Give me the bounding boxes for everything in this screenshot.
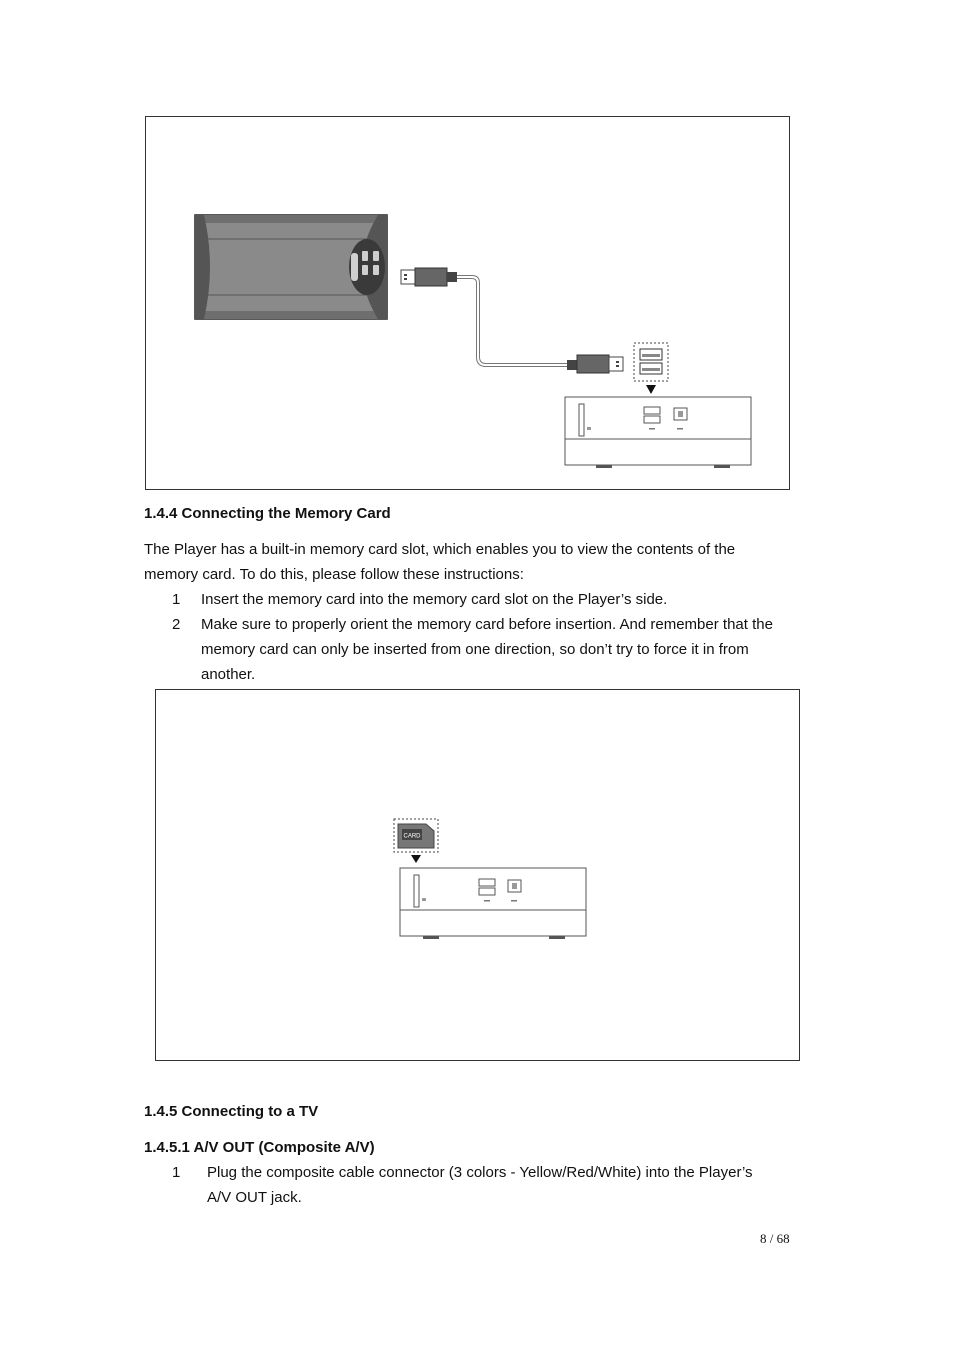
step-number: 2: [172, 616, 181, 633]
memory-card-callout: [394, 819, 438, 863]
memory-card-illustration: [156, 690, 801, 1062]
step-text: another.: [201, 666, 256, 683]
media-player-drawing: [400, 868, 586, 939]
usb-plug-bottom: [567, 355, 623, 373]
intro-paragraph-line-2: memory card. To do this, please follow these instructions:: [144, 566, 524, 583]
step-text: Make sure to properly orient the memory card before insertion. And remember that the: [201, 616, 773, 633]
card-label: CARD: [403, 833, 421, 840]
step-number: 1: [172, 591, 181, 608]
section-heading-1-4-4: 1.4.4 Connecting the Memory Card: [144, 505, 391, 522]
external-hdd-drawing: [195, 215, 387, 319]
step-text: Insert the memory card into the memory card slot on the Player’s side.: [201, 591, 668, 608]
usb-connection-illustration: [146, 117, 791, 491]
section-heading-1-4-5-1: 1.4.5.1 A/V OUT (Composite A/V): [144, 1139, 375, 1156]
step-text: A/V OUT jack.: [207, 1189, 302, 1206]
page-number: 8 / 68: [760, 1231, 790, 1246]
intro-paragraph-line-1: The Player has a built-in memory card slot, which enables you to view the contents of the: [144, 541, 736, 558]
usb-port-callout: [634, 343, 668, 394]
section-heading-1-4-5: 1.4.5 Connecting to a TV: [144, 1103, 319, 1120]
usb-cable: [457, 277, 567, 365]
step-text: Plug the composite cable connector (3 colors - Yellow/Red/White) into the Player’s: [207, 1164, 753, 1181]
step-number: 1: [172, 1164, 181, 1181]
figure-usb-connection: [145, 116, 790, 490]
step-text: memory card can only be inserted from one direction, so don’t try to force it in from: [201, 641, 749, 658]
figure-memory-card: [155, 689, 800, 1061]
usb-plug-top: [401, 268, 457, 286]
media-player-drawing: [565, 397, 751, 468]
